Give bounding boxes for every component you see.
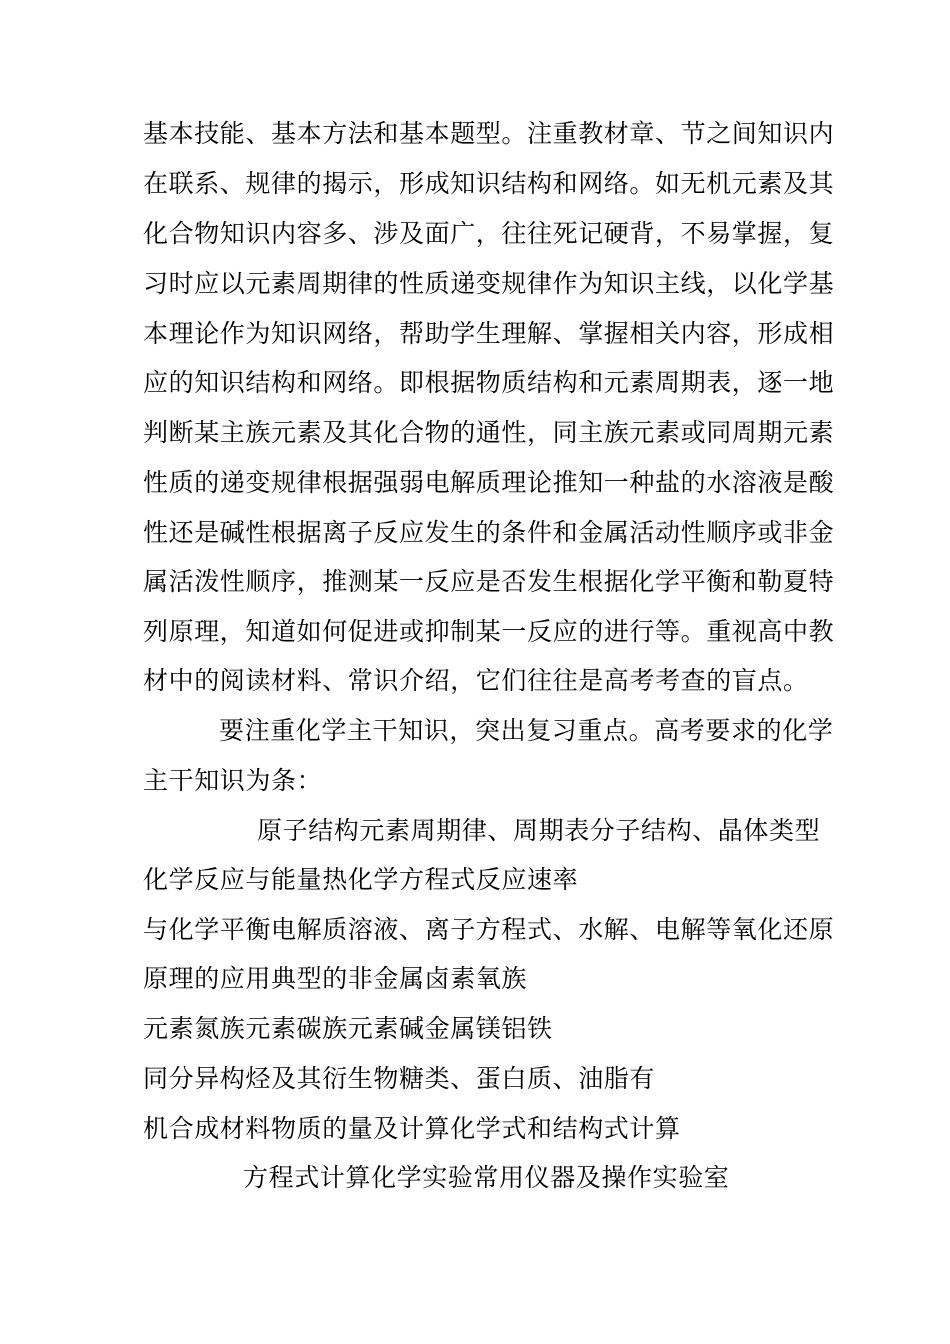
text-line: 同分异构烃及其衍生物糖类、蛋白质、油脂有: [143, 1064, 656, 1093]
text-line: 列原理，知道如何促进或抑制某一反应的进行等。重视高中教: [143, 617, 835, 646]
paragraph-first-line: 要注重化学主干知识，突出复习重点。高考要求的化学: [219, 716, 834, 745]
text-line: 性还是碱性根据离子反应发生的条件和金属活动性顺序或非金: [143, 518, 835, 547]
text-line: 应的知识结构和网络。即根据物质结构和元素周期表，逐一地: [143, 368, 835, 397]
text-line: 性质的递变规律根据强弱电解质理论推知一种盐的水溶液是酸: [143, 468, 835, 497]
text-line: 判断某主族元素及其化合物的通性，同主族元素或同周期元素: [143, 418, 835, 447]
text-line: 原理的应用典型的非金属卤素氧族: [143, 964, 528, 993]
text-line: 本理论作为知识网络，帮助学生理解、掌握相关内容，形成相: [143, 319, 835, 348]
text-line: 化合物知识内容多、涉及面广，往往死记硬背，不易掌握，复: [143, 219, 835, 248]
text-line: 元素氮族元素碳族元素碱金属镁铝铁: [143, 1014, 553, 1043]
text-line: 材中的阅读材料、常识介绍，它们往往是高考考查的盲点。: [143, 666, 809, 695]
text-line: 主干知识为条：: [143, 766, 323, 795]
text-line: 属活泼性顺序，推测某一反应是否发生根据化学平衡和勒夏特: [143, 567, 835, 596]
text-line: 化学反应与能量热化学方程式反应速率: [143, 865, 579, 894]
text-line: 原子结构元素周期律、周期表分子结构、晶体类型: [257, 816, 821, 845]
text-line: 方程式计算化学实验常用仪器及操作实验室: [243, 1163, 730, 1192]
text-line: 基本技能、基本方法和基本题型。注重教材章、节之间知识内: [143, 119, 835, 148]
text-line: 在联系、规律的揭示，形成知识结构和网络。如无机元素及其: [143, 169, 835, 198]
text-line: 与化学平衡电解质溶液、离子方程式、水解、电解等氧化还原: [143, 915, 835, 944]
text-line: 习时应以元素周期律的性质递变规律作为知识主线，以化学基: [143, 269, 835, 298]
text-line: 机合成材料物质的量及计算化学式和结构式计算: [143, 1114, 681, 1143]
